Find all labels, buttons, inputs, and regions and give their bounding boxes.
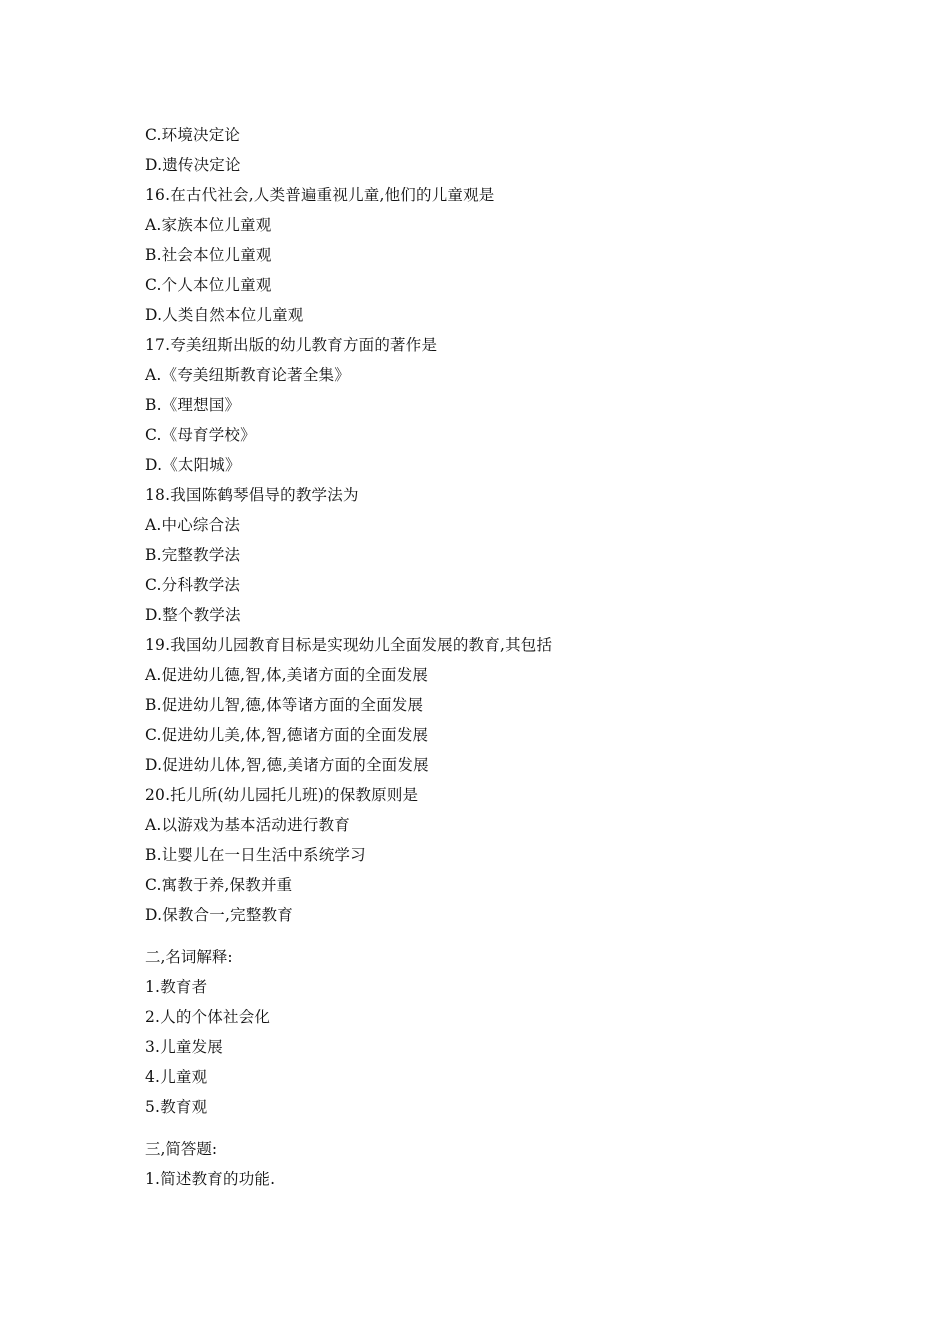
option-19-a: A.促进幼儿德,智,体,美诸方面的全面发展 [145,666,429,684]
option-16-b: B.社会本位儿童观 [145,246,272,264]
section-spacer [145,1122,905,1134]
option-18-d: D.整个教学法 [145,606,241,624]
question-16: 16.在古代社会,人类普遍重视儿童,他们的儿童观是 [145,186,495,204]
question-18: 18.我国陈鹤琴倡导的教学法为 [145,486,359,504]
question-17: 17.夸美纽斯出版的幼儿教育方面的著作是 [145,336,438,354]
short-answer-item-1: 1.简述教育的功能. [145,1170,276,1188]
term-item-4: 4.儿童观 [145,1068,208,1086]
option-18-b: B.完整教学法 [145,546,241,564]
option-16-d: D.人类自然本位儿童观 [145,306,304,324]
option-18-a: A.中心综合法 [145,516,241,534]
option-18-c: C.分科教学法 [145,576,241,594]
option-19-b: B.促进幼儿智,德,体等诸方面的全面发展 [145,696,424,714]
option-20-d: D.保教合一,完整教育 [145,906,293,924]
term-item-2: 2.人的个体社会化 [145,1008,271,1026]
option-15-c: C.环境决定论 [145,126,241,144]
section-spacer [145,930,905,942]
document-page [145,120,905,1194]
option-16-a: A.家族本位儿童观 [145,216,272,234]
section-short-answer [145,1134,905,1194]
term-item-5: 5.教育观 [145,1098,208,1116]
option-17-b: B.《理想国》 [145,396,241,414]
option-17-d: D.《太阳城》 [145,456,241,474]
question-block-15-20 [145,120,905,930]
option-16-c: C.个人本位儿童观 [145,276,272,294]
option-17-a: A.《夸美纽斯教育论著全集》 [145,366,350,384]
option-20-a: A.以游戏为基本活动进行教育 [145,816,350,834]
option-19-d: D.促进幼儿体,智,德,美诸方面的全面发展 [145,756,429,774]
section-heading-short-answer: 三,简答题: [145,1140,218,1158]
question-19: 19.我国幼儿园教育目标是实现幼儿全面发展的教育,其包括 [145,636,553,654]
section-term-definitions [145,942,905,1122]
option-17-c: C.《母育学校》 [145,426,256,444]
term-item-3: 3.儿童发展 [145,1038,223,1056]
option-20-c: C.寓教于养,保教并重 [145,876,293,894]
option-20-b: B.让婴儿在一日生活中系统学习 [145,846,366,864]
term-item-1: 1.教育者 [145,978,208,996]
option-19-c: C.促进幼儿美,体,智,德诸方面的全面发展 [145,726,429,744]
section-heading-terms: 二,名词解释: [145,948,233,966]
option-15-d: D.遗传决定论 [145,156,241,174]
question-20: 20.托儿所(幼儿园托儿班)的保教原则是 [145,786,419,804]
